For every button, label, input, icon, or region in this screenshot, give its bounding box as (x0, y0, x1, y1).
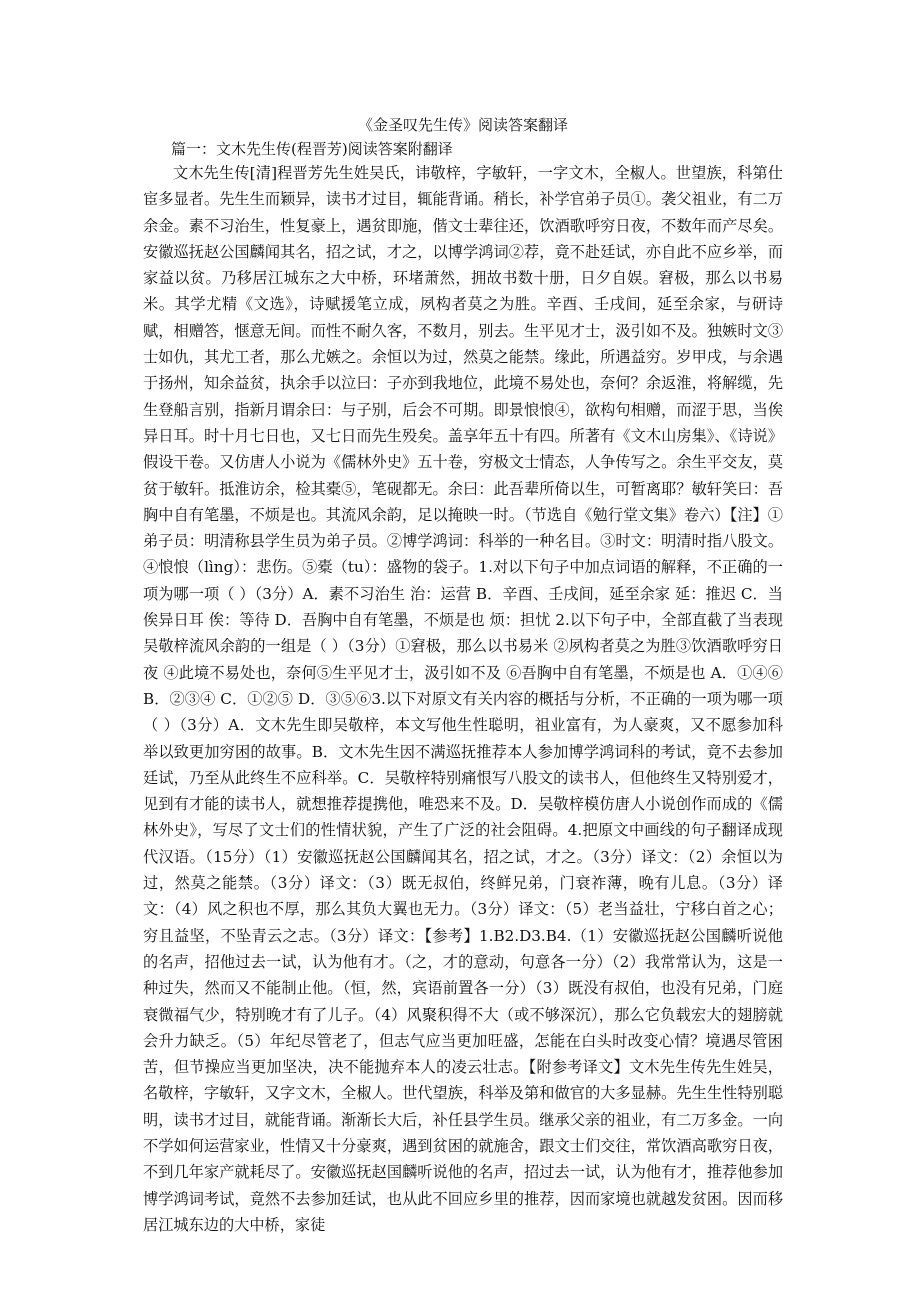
document-page (143, 114, 783, 1238)
document-title: 《金圣叹先生传》阅读答案翻译 (357, 116, 568, 134)
body-paragraph: 文木先生传[清]程晋芳先生姓吴氏，讳敬梓，字敏轩，一字文木，全椒人。世望族，科第仕宦多显者。先生生而颖异，读书才过目，辄能背诵。稍长，补学官弟子员①。袭父祖业，有二万余金。素不习治生，性复豪上，遇贫即施，偕文士辈往还，饮酒歌呼穷日夜，不数年而产尽矣。安徽巡抚赵公国麟闻其名，招之试，才之，以博学鸿词②荐，竟不赴廷试，亦自此不应乡举，而家益以贫。乃移居江城东之大中桥，环堵萧然，拥故书数十册，日夕自娱。窘极，那么以书易米。其学尤精《文选》，诗赋援笔立成，夙构者莫之为胜。辛酉、壬戌间，延至余家，与研诗赋，相赠答，惬意无间。而性不耐久客，不数月，别去。生平见才士，汲引如不及。独嫉时文③士如仇，其尤工者，那么尤嫉之。余恒以为过，然莫之能禁。缘此，所遇益穷。岁甲戌，与余遇于扬州，知余益贫，执余手以泣曰：子亦到我地位，此境不易处也，奈何？余返淮，将解缆，先生登船言别，指新月谓余曰：与子别，后会不可期。即景悢悢④，欲构句相赠，而涩于思，当俟异日耳。时十月七日也，又七日而先生殁矣。盖享年五十有四。所著有《文木山房集》、《诗说》假设干卷。又仿唐人小说为《儒林外史》五十卷，穷极文士情态，人争传写之。余生平交友，莫贫于敏轩。抵淮访余，检其橐⑤，笔砚都无。余曰：此吾辈所倚以生，可暂离耶？敏轩笑曰：吾胸中自有笔墨，不烦是也。其流风余韵，足以掩映一时。（节选自《勉行堂文集》卷六）【注】①弟子员：明清称县学生员为弟子员。②博学鸿词：科举的一种名目。③时文：明清时指八股文。④悢悢（lìng）：悲伤。⑤橐（tu）：盛物的袋子。1.对以下句子中加点词语的解释，不正确的一项为哪一项（ ）（3分）A．素不习治生 治：运营 B．辛酉、壬戌间，延至余家 延：推迟 C．当俟异日耳 俟：等待 D．吾胸中自有笔墨，不烦是也 烦：担忧 2.以下句子中，全部直截了当表现吴敬梓流风余韵的一组是（ ）（3分）①窘极，那么以书易米 ②夙构者莫之为胜③饮酒歌呼穷日夜 ④此境不易处也，奈何⑤生平见才士，汲引如不及 ⑥吾胸中自有笔墨，不烦是也 A．①④⑥ B．②③④ C．①②⑤ D．③⑤⑥3.以下对原文有关内容的概括与分析，不正确的一项为哪一项（ ）（3分）A．文木先生即吴敬梓，本文写他生性聪明，祖业富有，为人豪爽，又不愿参加科举以致更加穷困的故事。B．文木先生因不满巡抚推荐本人参加博学鸿词科的考试，竟不去参加廷试，乃至从此终生不应科举。C．吴敬梓特别痛恨写八股文的读书人，但他终生又特别爱才，见到有才能的读书人，就想推荐提携他，唯恐来不及。D．吴敬梓模仿唐人小说创作而成的《儒林外史》，写尽了文士们的性情状貌，产生了广泛的社会阻碍。4.把原文中画线的句子翻译成现代汉语。（15分）（1）安徽巡抚赵公国麟闻其名，招之试，才之。（3分）译文：（2）余恒以为过，然莫之能禁。（3分）译文：（3）既无叔伯，终鲜兄弟，门衰祚薄，晚有儿息。（3分）译文：（4）风之积也不厚，那么其负大翼也无力。（3分）译文：（5）老当益壮，宁移白首之心；穷且益坚，不坠青云之志。（3分）译文：【参考】1.B2.D3.B4.（1）安徽巡抚赵公国麟听说他的名声，招他过去一试，认为他有才。（之，才的意动，句意各一分）（2）我常常认为，这是一种过失，然而又不能制止他。（恒，然，宾语前置各一分）（3）既没有叔伯，也没有兄弟，门庭衰微福气少，特别晚才有了儿子。（4）风聚积得不大（或不够深沉），那么它负载宏大的翅膀就会升力缺乏。（5）年纪尽管老了，但志气应当更加旺盛，怎能在白头时改变心情？境遇尽管困苦，但节操应当更加坚决，决不能抛弃本人的凌云壮志。【附参考译文】文木先生传先生姓吴，名敬梓，字敏轩，又字文木，全椒人。世代望族，科举及第和做官的大多显赫。先生生性特别聪明，读书才过目，就能背诵。渐渐长大后，补任县学生员。继承父亲的祖业，有二万多金。一向不学如何运营家业，性情又十分豪爽，遇到贫困的就施舍，跟文士们交往，常饮酒高歌穷日夜，不到几年家产就耗尽了。安徽巡抚赵国麟听说他的名声，招过去一试，认为他有才，推荐他参加博学鸿词考试，竟然不去参加廷试，也从此不回应乡里的推荐，因而家境也就越发贫困。因而移居江城东边的大中桥，家徒 (143, 164, 783, 1234)
section-heading: 篇一：文木先生传(程晋芳)阅读答案附翻译 (171, 140, 453, 158)
